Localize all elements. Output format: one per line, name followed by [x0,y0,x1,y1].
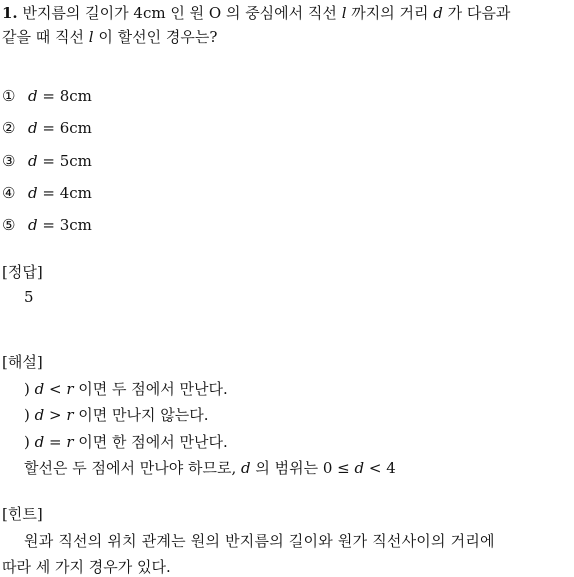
question-line-2 [2,26,572,47]
answer-label: [정답] [2,263,43,281]
choice-marker: ④ [2,184,16,202]
var-r: r [66,433,74,451]
var-l: l [88,28,94,46]
var-r: r [66,380,74,398]
choice-marker: ⑤ [2,216,16,234]
choice-value: = 8cm [37,87,92,105]
explanation-text: 이면 만나지 않는다. [73,406,209,424]
choice-value: = 3cm [37,216,92,234]
question-text-2b: 이 할선인 경우는? [93,28,218,46]
choice-var: d [28,216,38,234]
var-d: d [34,433,45,451]
question-text-1b: 까지의 거리 [346,4,434,22]
choice-marker: ① [2,87,16,105]
choice-var: d [28,152,38,170]
paren: ) [24,433,35,451]
choice-var: d [28,184,38,202]
hint-label: [힌트] [2,505,43,523]
hint-line-2: 따라 세 가지 경우가 있다. [2,558,171,576]
choice-marker: ② [2,119,16,137]
choice-value: = 6cm [37,119,92,137]
explanation-text: 이면 한 점에서 만난다. [73,433,228,451]
var-d: d [34,380,45,398]
explanation-line-3 [24,431,228,452]
operator: > [44,406,67,424]
question-text-1a: 반지름의 길이가 4cm 인 원 O 의 중심에서 직선 [22,4,342,22]
question-number: 1. [2,4,18,22]
choice-var: d [28,87,38,105]
var-r: r [66,406,74,424]
answer-value: 5 [24,288,34,306]
explanation-text: 이면 두 점에서 만난다. [73,380,228,398]
question-text-2a: 같을 때 직선 [2,28,89,46]
var-d: d [433,4,443,22]
choice-4[interactable] [2,184,92,202]
choice-2[interactable] [2,119,92,137]
conclusion-text: < 4 [364,459,396,477]
operator: = [44,433,67,451]
hint-line-1: 원과 직선의 위치 관계는 원의 반지름의 길이와 원가 직선사이의 거리에 [24,532,495,550]
paren: ) [24,406,35,424]
conclusion-text: 할선은 두 점에서 만나야 하므로, [24,459,241,477]
choice-5[interactable] [2,216,92,234]
explanation-line-2 [24,404,209,425]
paren: ) [24,380,35,398]
question-line-1 [2,2,572,23]
question-text-1c: 가 다음과 [442,4,511,22]
explanation-label: [해설] [2,353,43,371]
explanation-line-1 [24,378,228,399]
operator: < [44,380,67,398]
choice-var: d [28,119,38,137]
var-l: l [341,4,347,22]
var-d: d [354,459,365,477]
conclusion-text: 의 범위는 0 ≤ [250,459,355,477]
var-d: d [34,406,45,424]
choice-3[interactable] [2,152,92,170]
choice-value: = 5cm [37,152,92,170]
var-d: d [240,459,251,477]
choice-1[interactable] [2,87,92,105]
choice-value: = 4cm [37,184,92,202]
explanation-conclusion [24,457,396,478]
choice-marker: ③ [2,152,16,170]
